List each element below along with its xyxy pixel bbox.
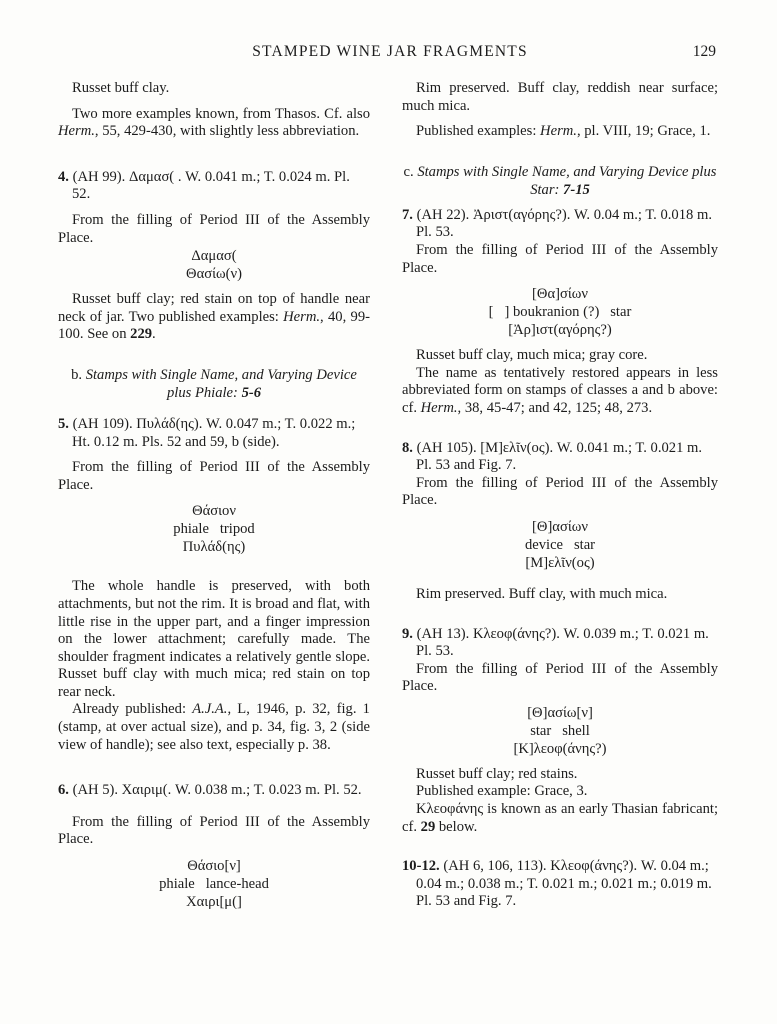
description: Russet buff clay, much mica; gray core. <box>416 347 648 364</box>
description: The whole handle is preserved, with both attachments, but not the rim. It is broad and flat, with little rise in the upper part, and a finger impression on the lower attachment; carefully made. The shoulder fragment indicates a relatively gentle slope. Russet buff clay with much mica; red stain on top rear neck. <box>58 578 370 700</box>
provenance: From the filling of Period III of the Assembly Place. <box>58 459 370 493</box>
running-head: STAMPED WINE JAR FRAGMENTS <box>252 43 528 60</box>
provenance: From the filling of Period III of the Assembly Place. <box>402 474 718 509</box>
entry-heading-7: 7. (AH 22). Ἀριστ(αγόρης?). W. 0.04 m.; T. 0.018 m. Pl. 53. <box>402 206 712 241</box>
provenance: From the filling of Period III of the Assembly Place. <box>402 660 718 695</box>
description: Russet buff clay; red stains. <box>416 765 578 782</box>
paragraph: Rim preserved. Buff clay, reddish near surface; much mica. <box>402 80 718 114</box>
description: Rim preserved. Buff clay, with much mica. <box>416 585 668 602</box>
description: Russet buff clay; red stain on top of handle near neck of jar. Two published examples: Herm., 40, 99-100. See on 229. <box>58 291 370 343</box>
page-header <box>60 43 720 65</box>
entry-heading-8: 8. (AH 105). [Μ]ελῖν(ος). W. 0.041 m.; T. 0.021 m. Pl. 53 and Fig. 7. <box>402 439 703 474</box>
publication: Published examples: Herm., pl. VIII, 19; Grace, 1. <box>416 123 711 140</box>
section-heading-c: c. Stamps with Single Name, and Varying Device plus Star: 7-15 <box>403 163 717 198</box>
note: The name as tentatively restored appears in less abbreviated form on stamps of classes a and b above: cf. Herm., 38, 45-47; and 42, 125; 48, 273. <box>402 364 718 416</box>
stamp-inscription: [Θ]ασίων device star [Μ]ελῖν(ος) <box>524 518 596 571</box>
stamp-inscription: [Θ]ασίω[ν] star shell [Κ]λεοφ(άνης?) <box>513 704 607 757</box>
entry-heading-4: 4. (AH 99). Δαμασ( . W. 0.041 m.; T. 0.024 m. Pl. 52. <box>58 168 350 203</box>
publication: Already published: A.J.A., L, 1946, p. 32, fig. 1 (stamp, at over actual size), and p. 34, fig. 3, 2 (side view of handle); see also text, especially p. 38. <box>58 701 370 753</box>
entry-heading-6: 6. (AH 5). Χαιριμ(. W. 0.038 m.; T. 0.023 m. Pl. 52. <box>58 782 362 799</box>
stamp-inscription: Θάσιο[ν] phiale lance-head Χαιρι[μ(] <box>159 858 269 911</box>
section-heading-b: b. Stamps with Single Name, and Varying Device plus Phiale: 5-6 <box>71 366 357 401</box>
page-number: 129 <box>692 43 716 60</box>
left-column <box>58 80 370 911</box>
provenance: From the filling of Period III of the Assembly Place. <box>58 211 370 246</box>
note: Κλεοφάνης is known as an early Thasian fabricant; cf. 29 below. <box>402 801 718 835</box>
right-column <box>402 80 718 911</box>
paragraph: Two more examples known, from Thasos. Cf. also Herm., 55, 429-430, with slightly less abbreviation. <box>58 105 370 140</box>
entry-heading-9: 9. (AH 13). Κλεοφ(άνης?). W. 0.039 m.; T. 0.021 m. Pl. 53. <box>402 625 709 660</box>
stamp-inscription: Δαμασ( Θασίω(ν) <box>186 248 242 283</box>
entry-heading-5: 5. (AH 109). Πυλάδ(ης). W. 0.047 m.; T. 0.022 m.; Ht. 0.12 m. Pls. 52 and 59, b (side). <box>58 415 356 450</box>
stamp-inscription: Θάσιον phiale tripod Πυλάδ(ης) <box>173 503 255 556</box>
paragraph: Russet buff clay. <box>72 80 170 96</box>
provenance: From the filling of Period III of the Assembly Place. <box>402 241 718 276</box>
provenance: From the filling of Period III of the Assembly Place. <box>58 813 370 848</box>
stamp-inscription: [Θα]σίων [ ] boukranion (?) star [Ἀρ]ιστ(αγόρης?) <box>488 286 632 339</box>
publication: Published example: Grace, 3. <box>416 783 588 800</box>
entry-heading-10-12: 10-12. (AH 6, 106, 113). Κλεοφ(άνης?). W. 0.04 m.; 0.04 m.; 0.038 m.; T. 0.021 m.; 0.021 m.; 0.019 m. Pl. 53 and Fig. 7. <box>402 858 712 910</box>
